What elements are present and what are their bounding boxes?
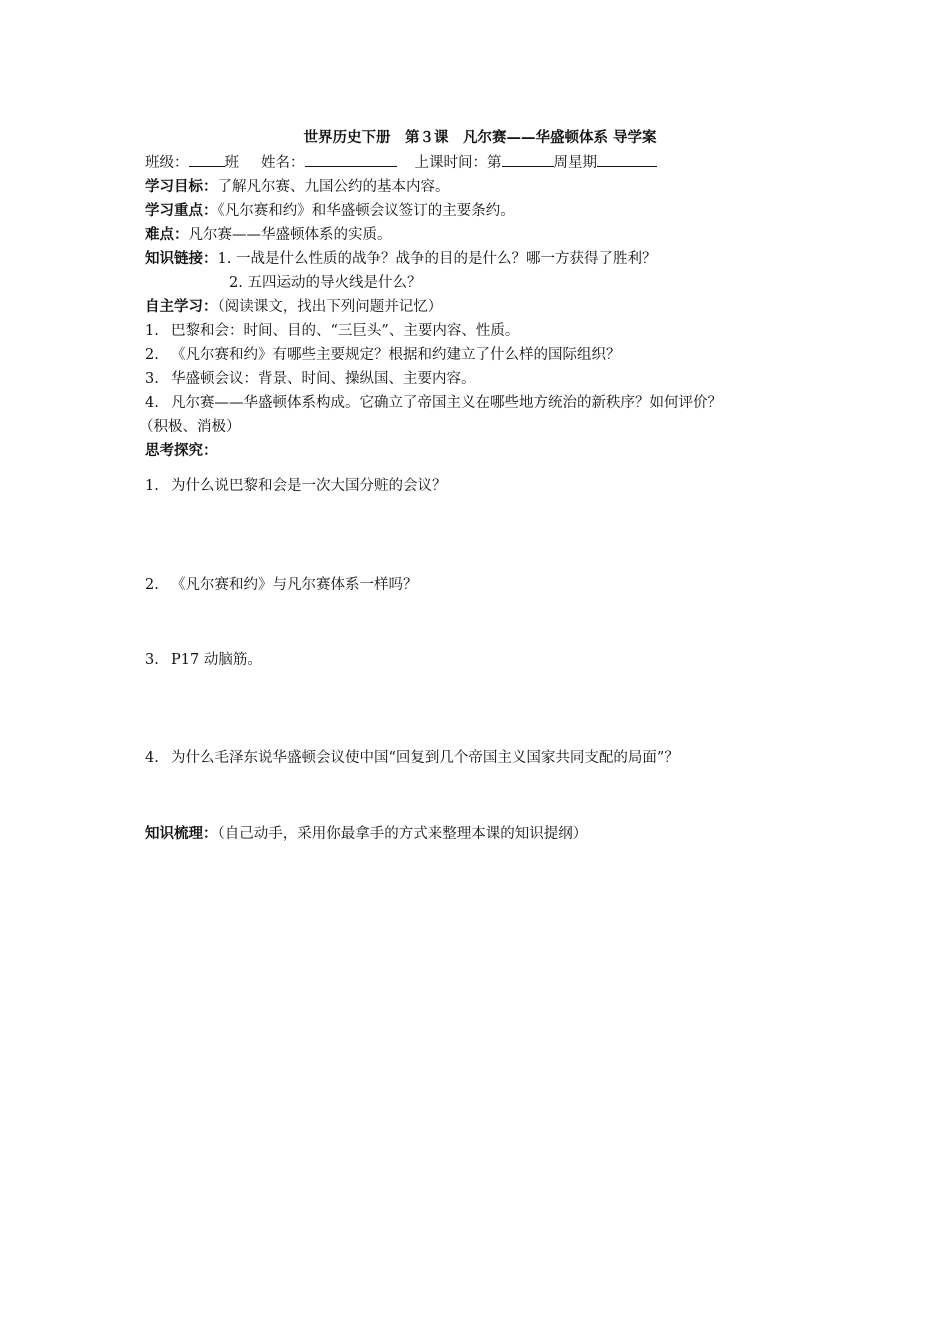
- item-number: 2.: [145, 577, 159, 593]
- learning-goal-label: 学习目标：: [145, 178, 218, 195]
- self-study-continuation: （积极、消极）: [139, 419, 241, 435]
- item-text: 《凡尔赛和约》有哪些主要规定？根据和约建立了什么样的国际组织？: [171, 347, 621, 363]
- item-text: 巴黎和会：时间、目的、“三巨头”、主要内容、性质。: [171, 323, 520, 339]
- class-blank[interactable]: [189, 150, 225, 167]
- self-study-label: 自主学习：: [145, 298, 218, 315]
- knowledge-link-label: 知识链接：: [145, 250, 218, 267]
- item-text: 凡尔赛——华盛顿体系构成。它确立了帝国主义在哪些地方统治的新秩序？如何评价？: [171, 395, 722, 411]
- day-blank[interactable]: [597, 150, 657, 167]
- knowledge-summary: [145, 822, 587, 846]
- self-study-note: （阅读课文，找出下列问题并记忆）: [217, 299, 443, 315]
- difficulty: [145, 223, 825, 247]
- inquiry-item: [145, 573, 418, 597]
- item-number: 4.: [145, 395, 159, 411]
- learning-goal-text: 了解凡尔赛、九国公约的基本内容。: [217, 179, 450, 195]
- knowledge-link-item: 1. 一战是什么性质的战争？战争的目的是什么？哪一方获得了胜利？: [217, 251, 657, 267]
- learning-focus-label: 学习重点：: [145, 202, 218, 219]
- knowledge-link: [145, 247, 825, 271]
- header-info-line: [145, 150, 825, 175]
- item-number: 2.: [145, 347, 159, 363]
- inquiry-item: [145, 746, 679, 770]
- time-label: 上课时间：第: [414, 155, 502, 171]
- item-number: 1.: [145, 478, 159, 494]
- learning-focus-text: 《凡尔赛和约》和华盛顿会议签订的主要条约。: [217, 203, 515, 219]
- self-study-item: [145, 343, 825, 367]
- week-label: 周星期: [553, 155, 597, 171]
- worksheet-page: [139, 126, 825, 463]
- learning-goal: [145, 175, 825, 199]
- item-text: P17 动脑筋。: [171, 652, 262, 668]
- item-number: 3.: [145, 652, 159, 668]
- item-text: 为什么毛泽东说华盛顿会议使中国“回复到几个帝国主义国家共同支配的局面”？: [171, 750, 679, 766]
- item-number: 4.: [145, 750, 159, 766]
- self-study-item: [145, 319, 825, 343]
- document-title: 世界历史下册 第３课 凡尔赛——华盛顿体系 导学案: [303, 129, 657, 146]
- knowledge-summary-label: 知识梳理：: [145, 825, 218, 842]
- self-study-heading: [145, 295, 825, 319]
- difficulty-label: 难点：: [145, 226, 189, 243]
- knowledge-summary-text: （自己动手，采用你最拿手的方式来整理本课的知识提纲）: [217, 826, 588, 842]
- self-study-item: [145, 367, 825, 391]
- item-number: 1.: [145, 323, 159, 339]
- knowledge-link-item-2: 2. 五四运动的导火线是什么？: [229, 275, 422, 291]
- inquiry-heading: 思考探究：: [145, 442, 218, 459]
- item-number: 3.: [145, 371, 159, 387]
- item-text: 为什么说巴黎和会是一次大国分赃的会议？: [171, 478, 447, 494]
- name-blank[interactable]: [305, 150, 397, 167]
- learning-focus: [145, 199, 825, 223]
- self-study-item: [145, 391, 825, 415]
- class-label: 班级：: [145, 155, 189, 171]
- difficulty-text: 凡尔赛——华盛顿体系的实质。: [188, 227, 392, 243]
- inquiry-item: [145, 474, 447, 498]
- week-blank[interactable]: [502, 150, 554, 167]
- name-label: 姓名：: [261, 155, 305, 171]
- item-text: 华盛顿会议：背景、时间、操纵国、主要内容。: [171, 371, 476, 387]
- inquiry-item: [145, 648, 262, 672]
- class-suffix: 班: [224, 155, 239, 171]
- item-text: 《凡尔赛和约》与凡尔赛体系一样吗？: [171, 577, 418, 593]
